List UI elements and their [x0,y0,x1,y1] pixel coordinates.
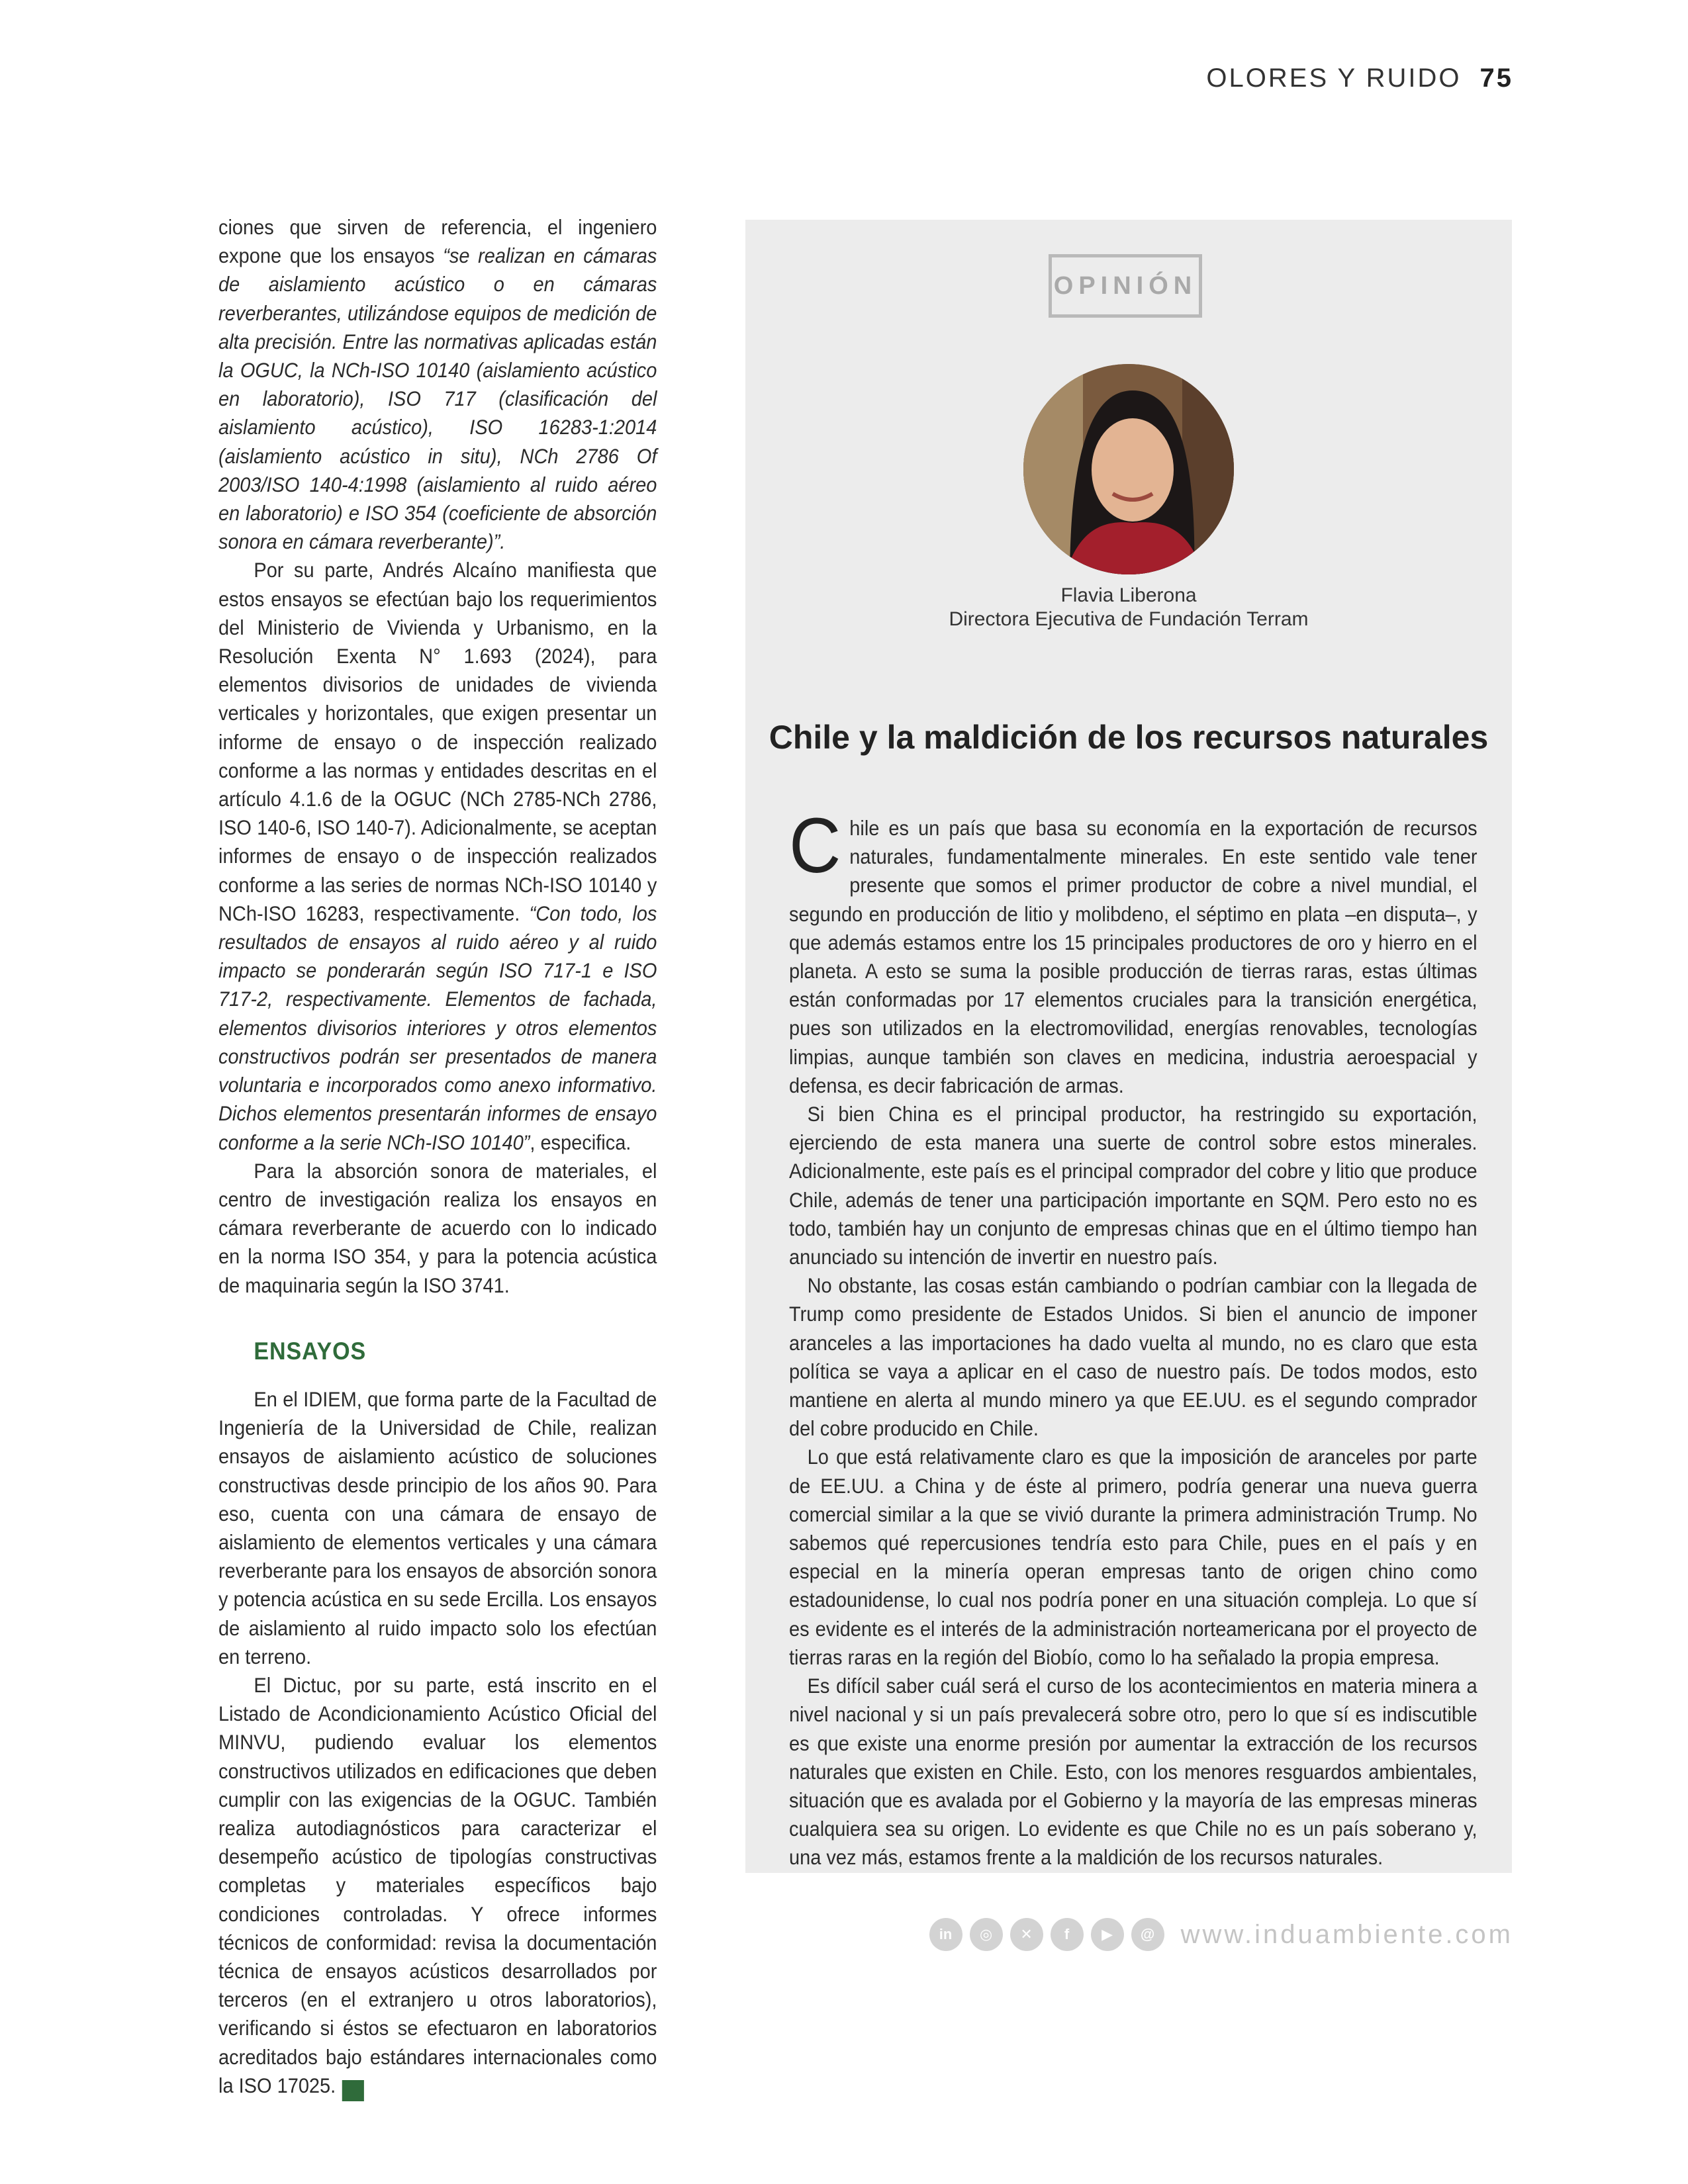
paragraph: No obstante, las cosas están cambiando o podrían cambiar con la llegada de Trump como presidente de Estados Unidos. Si bien el anuncio de imponer aranceles a las importaciones ha dado vuelta al mundo, no es claro que esta política se vaya a aplicar en el caso de nuestro país. De todos modos, esto mantiene en alerta al mundo minero ya que EE.UU. es el segundo comprador del cobre producido en Chile. [789,1273,1477,1441]
paragraph [789,802,1477,1100]
page-number: 75 [1479,64,1513,93]
youtube-icon[interactable]: ▶ [1091,1918,1124,1951]
opinion-title: Chile y la maldición de los recursos naturales [769,719,1489,756]
section-name: OLORES Y RUIDO [1206,64,1462,93]
quote: “se realizan en cámaras de aislamiento acústico o en cámaras reverberantes, utilizándose equipos de medición de alta precisión. Entre las normativas aplicadas están la OGUC, la NCh-ISO 10140 (aislamiento acústico en laboratorio), ISO 717 (clasificación del aislamiento acústico), ISO 16283-1:2014 (aislamiento acústico in situ), NCh 2786 Of 2003/ISO 140-4:1998 (aislamiento al ruido aéreo en laboratorio) e ISO 354 (coeficiente de absorción sonora en cámara reverberante)”. [218,244,657,554]
paragraph [218,213,657,556]
opinion-box [745,220,1512,1873]
threads-icon[interactable]: @ [1131,1918,1164,1951]
opinion-body [789,802,1477,1872]
section-heading: ENSAYOS [254,1337,367,1365]
running-header [1206,64,1513,93]
text-run: Por su parte, Andrés Alcaíno manifiesta que estos ensayos se efectúan bajo los requerimientos del Ministerio de Vivienda y Urbanismo, en la Resolución Exenta N° 1.693 (2024), para elementos divisorios de unidades de vivienda verticales y horizontales, que exigen presentar un informe de ensayo o de inspección realizado conforme a las normas y entidades descritas en el artículo 4.1.6 de la OGUC (NCh 2785-NCh 2786, ISO 140-6, ISO 140-7). Adicionalmente, se aceptan informes de ensayo o de inspección realizados conforme a las series de normas NCh-ISO 10140 y NCh-ISO 16283, respectivamente. [218,558,657,925]
x-icon[interactable]: ✕ [1010,1918,1043,1951]
end-mark-logo: IA [342,2080,363,2101]
quote: “Con todo, los resultados de ensayos al ruido aéreo y al ruido impacto se ponderarán según ISO 717-1 e ISO 717-2, respectivamente. Elementos de fachada, elementos divisorios interiores y otros elementos constructivos podrán ser presentados de manera voluntaria e incorporados como anexo informativo. Dichos elementos presentarán informes de ensayo conforme a la serie NCh-ISO 10140” [218,901,657,1154]
facebook-icon[interactable]: f [1051,1918,1084,1951]
paragraph [218,556,657,1156]
paragraph: Lo que está relativamente claro es que la imposición de aranceles por parte de EE.UU. a China y de éste al primero, podría generar una nueva guerra comercial similar a la que se vivió durante la primera administración Trump. No sabemos qué repercusiones tendría esto para Chile, pues en el país y en especial en la minería operan empresas tanto de origen chino como estadounidense, lo cual nos podría poner en una situación compleja. Lo que sí es evidente es el interés de la administración norteamericana por el proyecto de tierras raras en la región del Biobío, como lo ha señalado la propia empresa. [789,1445,1477,1669]
instagram-icon[interactable]: ◎ [970,1918,1003,1951]
text-run: El Dictuc, por su parte, está inscrito en el Listado de Acondicionamiento Acústico Oficial del MINVU, pudiendo evaluar los elementos constructivos utilizados en edificaciones que deben cumplir con las exigencias de la OGUC. También realiza autodiagnósticos para caracterizar el desempeño acústico de tipologías constructivas completas y materiales específicos bajo condiciones controladas. Y ofrece informes técnicos de conformidad: revisa la documentación técnica de ensayos acústicos desarrollados por terceros (en el extranjero u otros laboratorios), verificando si éstos se efectuaron en laboratorios acreditados bajo estándares internacionales como la ISO 17025. [218,1672,657,2097]
linkedin-icon[interactable]: in [929,1918,962,1951]
text-run: , especifica. [530,1130,632,1154]
text-run: hile es un país que basa su economía en la exportación de recursos naturales, fundamentalmente minerales. En este sentido vale tener presente que somos el primer productor de cobre a nivel mundial, el segundo en producción de litio y molibdeno, el séptimo en plata –en disputa–, y que además estamos entre los 15 principales productores de oro y hierro en el planeta. A esto se suma la posible producción de tierras raras, estas últimas están conformadas por 17 elementos cruciales para la transición energética, pues son utilizados en la electromovilidad, energías renovables, tecnologías limpias, aunque también son claves en medicina, industria aeroespacial y defensa, es decir fabricación de armas. [789,816,1477,1097]
paragraph: Es difícil saber cuál será el curso de los acontecimientos en materia minera a nivel nacional y si un país prevalecerá sobre otro, pero lo que sí es indiscutible es que existe una enorme presión por aumentar la extracción de los recursos naturales que existen en Chile. Esto, con los menores resguardos ambientales, situación que es avalada por el Gobierno y la mayoría de las empresas mineras cualquiera sea su origen. Lo evidente es que Chile no es un país soberano y, una vez más, estamos frente a la maldición de los recursos naturales. [789,1674,1477,1870]
paragraph: Si bien China es el principal productor, ha restringido su exportación, ejerciendo de esta manera una suerte de control sobre estos minerales. Adicionalmente, este país es el principal comprador del cobre y litio que produce Chile, además de tener una participación importante en SQM. Pero esto no es todo, también hay un conjunto de empresas chinas que en el último tiempo han anunciado su intención de invertir en nuestro país. [789,1102,1477,1269]
author-credit [745,584,1512,631]
portrait-illustration [1023,364,1234,574]
paragraph: Para la absorción sonora de materiales, el centro de investigación realiza los ensayos en cámara reverberante de acuerdo con lo indicado en la norma ISO 354, y para la potencia acústica de maquinaria según la ISO 3741. [218,1158,657,1297]
author-name: Flavia Liberona [1060,584,1197,606]
footer [929,1918,1513,1951]
paragraph: En el IDIEM, que forma parte de la Facultad de Ingeniería de la Universidad de Chile, realizan ensayos de aislamiento acústico de soluciones constructivas desde principio de los años 90. Para eso, cuenta con una cámara de ensayo de aislamiento de elementos verticales y una cámara reverberante para los ensayos de absorción sonora y potencia acústica en su sede Ercilla. Los ensayos de aislamiento al ruido impacto solo los efectúan en terreno. [218,1387,657,1668]
author-photo [1023,364,1234,574]
opinion-label: OPINIÓN [1049,254,1202,318]
article-left-column [218,213,657,2101]
author-role: Directora Ejecutiva de Fundación Terram [949,608,1309,630]
drop-cap: C [789,802,841,889]
paragraph [218,1671,657,2101]
website-link[interactable]: www.induambiente.com [1180,1919,1513,1949]
text-run: ciones que sirven de referencia, el ingeniero expone que los ensayos [218,215,657,268]
